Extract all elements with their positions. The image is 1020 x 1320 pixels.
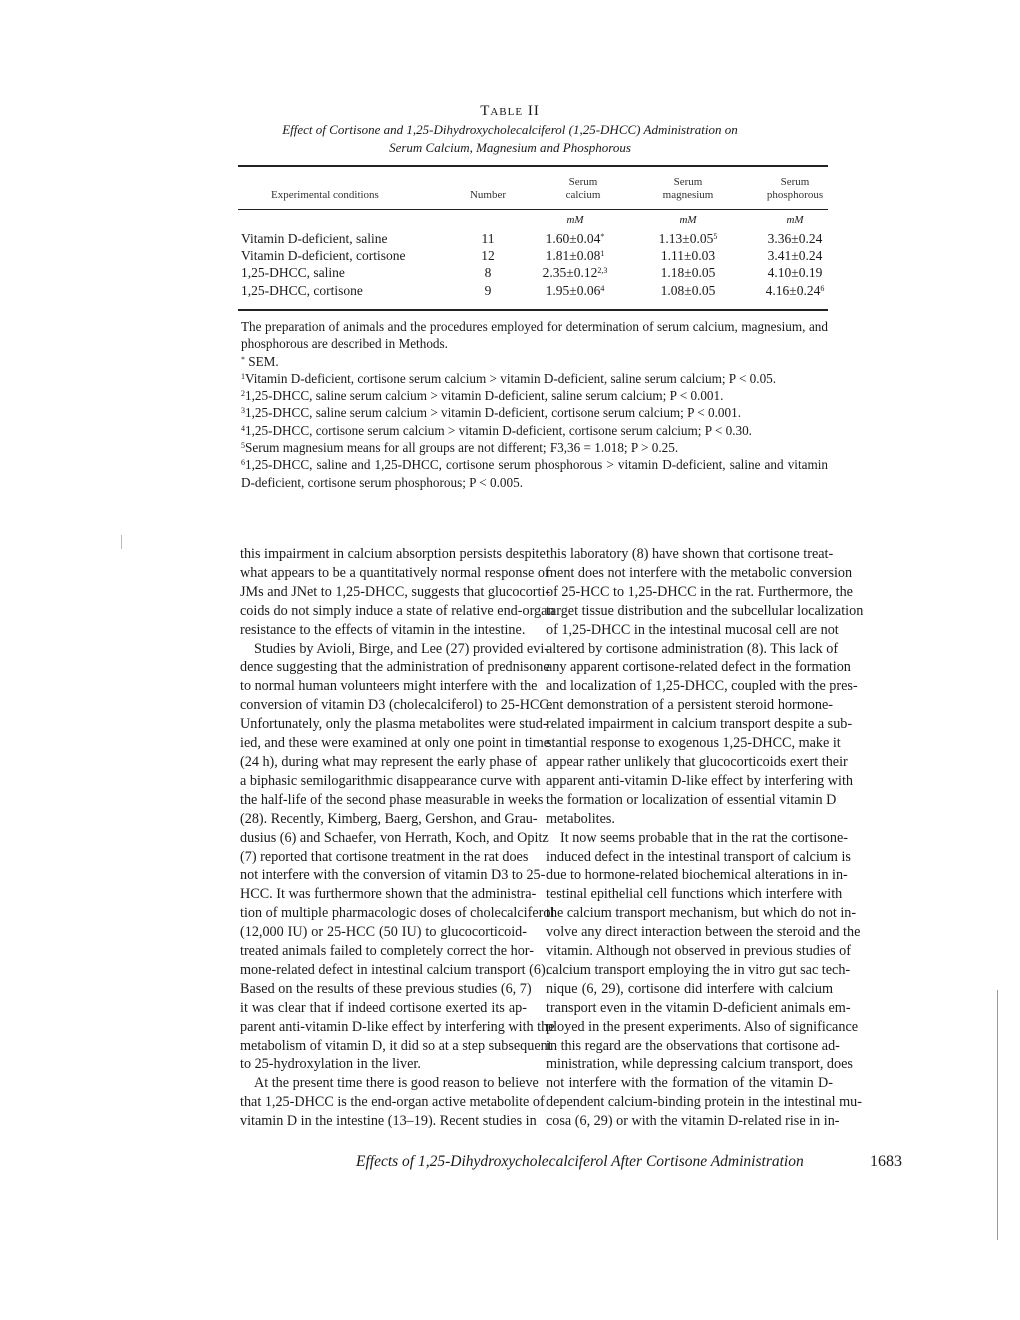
row-magnesium [661, 265, 716, 281]
text-line: vitamin. Although not observed in previous studies of [546, 943, 852, 960]
footnote-text: SEM. [245, 353, 279, 369]
header-magnesium-line1: Serum [673, 176, 703, 188]
text-line: apparent anti-vitamin D-like effect by interfering with [546, 772, 854, 789]
row-calcium [546, 231, 605, 247]
row-magnesium [661, 283, 716, 299]
text-line: tion of multiple pharmacologic doses of cholecalciferol [240, 905, 555, 922]
header-magnesium-line2: magnesium [662, 189, 714, 201]
row-condition: 1,25-DHCC, saline [241, 265, 345, 280]
text-line: any apparent cortisone-related defect in the formation [546, 659, 851, 676]
row-condition: Vitamin D-deficient, cortisone [241, 248, 406, 263]
footnote-text: Serum magnesium means for all groups are not different; F3,36 = 1.018; P > 0.25. [245, 440, 679, 456]
row-number: 11 [481, 231, 495, 246]
cell-footnote-mark: 1 [600, 249, 605, 258]
row-condition: Vitamin D-deficient, saline [241, 231, 388, 246]
footnote [241, 318, 828, 353]
text-line: the half-life of the second phase measurable in weeks [240, 791, 544, 808]
cell-value: 1.60±0.04 [545, 231, 601, 246]
unit-phosphorous: mM [786, 214, 804, 226]
footnote-mark: 6 [241, 458, 245, 468]
text-line: stantial response to exogenous 1,25-DHCC, make it [546, 735, 841, 752]
text-line: altered by cortisone administration (8). This lack of [546, 640, 839, 657]
footnote [241, 439, 828, 456]
row-phosphorous [766, 283, 825, 299]
page-number: 1683 [870, 1153, 902, 1170]
row-magnesium [661, 248, 715, 264]
table-top-rule [238, 165, 828, 167]
row-calcium [543, 265, 608, 281]
row-number: 8 [484, 265, 492, 280]
text-line: to 25-hydroxylation in the liver. [240, 1056, 421, 1073]
cell-value: 1.81±0.08 [545, 248, 601, 263]
text-line: metabolites. [546, 810, 615, 827]
cell-value: 3.36±0.24 [767, 231, 823, 246]
header-phosphorous-line2: phosphorous [766, 189, 824, 201]
header-phosphorous [767, 176, 823, 202]
cell-value: 4.10±0.19 [767, 265, 823, 280]
text-line: a biphasic semilogarithmic disappearance curve with [240, 772, 541, 789]
text-line: vitamin D in the intestine (13–19). Recent studies in [240, 1113, 537, 1130]
table-header-rule [238, 209, 828, 210]
text-line: ment does not interfere with the metabolic conversion [546, 564, 853, 581]
footnote-text: 1,25-DHCC, saline serum calcium > vitamin D-deficient, cortisone serum calcium; P < 0.001. [245, 405, 741, 421]
text-line: cosa (6, 29) or with the vitamin D-related rise in in- [546, 1113, 840, 1130]
row-number: 9 [484, 283, 492, 298]
footnote [241, 422, 828, 439]
text-line: of 25-HCC to 1,25-DHCC in the rat. Furthermore, the [546, 583, 853, 600]
text-line: the calcium transport mechanism, but which do not in- [546, 905, 857, 922]
text-line: induced defect in the intestinal transport of calcium is [546, 848, 851, 865]
text-line: Unfortunately, only the plasma metabolites were stud- [240, 716, 548, 733]
text-line: (28). Recently, Kimberg, Baerg, Gershon, and Grau- [240, 810, 538, 827]
body-left-column [240, 545, 555, 1131]
text-line: to normal human volunteers might interfere with the [240, 678, 538, 695]
cell-footnote-mark: 5 [713, 232, 718, 241]
text-line: volve any direct interaction between the steroid and the [546, 924, 861, 941]
header-phosphorous-line1: Serum [780, 176, 810, 188]
footnote-mark: * [241, 354, 245, 364]
header-number: Number [469, 189, 507, 201]
body-right-column [546, 545, 864, 1131]
cell-value: 1.13±0.05 [658, 231, 714, 246]
text-line: in this regard are the observations that cortisone ad- [546, 1037, 840, 1054]
footnote [241, 353, 828, 370]
text-line: It now seems probable that in the rat the cortisone- [560, 829, 848, 846]
text-line: ministration, while depressing calcium transport, does [546, 1056, 853, 1073]
text-line: (7) reported that cortisone treatment in the rat does [240, 848, 529, 865]
header-calcium [566, 176, 601, 202]
text-line: what appears to be a quantitatively normal response of [240, 564, 550, 581]
text-line: transport even in the vitamin D-deficient animals em- [546, 999, 851, 1016]
footnote-text: Vitamin D-deficient, cortisone serum calcium > vitamin D-deficient, saline serum calcium; P < 0.05. [245, 370, 777, 386]
row-phosphorous [768, 248, 823, 264]
text-line: metabolism of vitamin D, it did so at a step subsequent [240, 1037, 552, 1054]
footnote-text: 1,25-DHCC, saline serum calcium > vitamin D-deficient, saline serum calcium; P < 0.001. [245, 388, 724, 404]
text-line: parent anti-vitamin D-like effect by interfering with the [240, 1018, 555, 1035]
cell-value: 1.18±0.05 [660, 265, 716, 280]
text-line: the formation or localization of essential vitamin D [546, 791, 837, 808]
unit-magnesium: mM [679, 214, 697, 226]
text-line: Studies by Avioli, Birge, and Lee (27) provided evi- [254, 640, 549, 657]
text-line: conversion of vitamin D3 (cholecalciferol) to 25-HCC. [240, 697, 553, 714]
footnote-mark: 4 [241, 423, 245, 433]
table-caption-line2: Serum Calcium, Magnesium and Phosphorous [389, 140, 631, 155]
unit-calcium: mM [566, 214, 584, 226]
row-magnesium [659, 231, 718, 247]
text-line: testinal epithelial cell functions which interfere with [546, 886, 843, 903]
text-line: nique (6, 29), cortisone did interfere with calcium [546, 980, 833, 997]
footnote-mark: 2 [241, 389, 245, 399]
footnote [241, 387, 828, 404]
text-line: JMs and JNet to 1,25-DHCC, suggests that glucocorti- [240, 583, 551, 600]
cell-value: 4.16±0.24 [765, 283, 821, 298]
footnote-text: 1,25-DHCC, cortisone serum calcium > vitamin D-deficient, cortisone serum calcium; P < 0.30. [245, 422, 752, 438]
text-line: (24 h), during what may represent the early phase of [240, 753, 538, 770]
text-line: resistance to the effects of vitamin in the intestine. [240, 621, 526, 638]
text-line: mone-related defect in intestinal calcium transport (6). [240, 961, 550, 978]
footnote-mark: 3 [241, 406, 245, 416]
text-line: ied, and these were examined at only one point in time [240, 735, 551, 752]
header-calcium-line2: calcium [565, 189, 601, 201]
table-title: Table II [480, 103, 540, 119]
text-line: dence suggesting that the administration of prednisone [240, 659, 550, 676]
cell-footnote-mark: 6 [820, 284, 825, 293]
cell-value: 2.35±0.12 [542, 265, 598, 280]
text-line: At the present time there is good reason to believe [254, 1075, 539, 1092]
row-phosphorous [768, 231, 823, 247]
text-line: dependent calcium-binding protein in the intestinal mu- [546, 1094, 862, 1111]
text-line: treated animals failed to completely correct the hor- [240, 943, 534, 960]
footnote-mark: 5 [241, 441, 245, 451]
footnote [241, 456, 828, 491]
row-phosphorous [768, 265, 823, 281]
cell-footnote-mark: 4 [600, 284, 605, 293]
cell-value: 3.41±0.24 [767, 248, 823, 263]
scan-artifact-line [997, 990, 998, 1240]
running-title: Effects of 1,25-Dihydroxycholecalciferol After Cortisone Administration [356, 1153, 804, 1170]
row-number: 12 [481, 248, 495, 263]
header-conditions: Experimental conditions [271, 189, 379, 201]
footnote [241, 370, 828, 387]
cell-value: 1.08±0.05 [660, 283, 716, 298]
text-line: target tissue distribution and the subcellular localization [546, 602, 864, 619]
text-line: Based on the results of these previous studies (6, 7) [240, 980, 532, 997]
footnote [241, 404, 828, 421]
scan-artifact-mark [121, 535, 122, 549]
text-line: not interfere with the formation of the vitamin D- [546, 1075, 833, 1092]
cell-footnote-mark: 2,3 [597, 266, 608, 275]
footnote-text: 1,25-DHCC, saline and 1,25-DHCC, cortisone serum phosphorous > vitamin D-deficient, saline and vitamin D-deficient, cortisone serum phosphorous; P < 0.005. [241, 457, 828, 490]
text-line: appear rather unlikely that glucocorticoids exert their [546, 753, 848, 770]
text-line: this impairment in calcium absorption persists despite [240, 546, 546, 562]
footnote-text: The preparation of animals and the procedures employed for determination of serum calcium, magnesium, and phosphorous are described in Methods. [241, 319, 828, 352]
text-line: of 1,25-DHCC in the intestinal mucosal cell are not [546, 621, 839, 638]
text-line: not interfere with the conversion of vitamin D3 to 25- [240, 867, 546, 884]
cell-footnote-mark: * [600, 232, 605, 241]
cell-value: 1.11±0.03 [660, 248, 716, 263]
text-line: ployed in the present experiments. Also of significance [546, 1018, 859, 1035]
footnote-mark: 1 [241, 371, 245, 381]
text-line: and localization of 1,25-DHCC, coupled with the pres- [546, 678, 858, 695]
header-calcium-line1: Serum [568, 176, 598, 188]
text-line: coids do not simply induce a state of relative end-organ [240, 602, 555, 619]
row-calcium [546, 248, 605, 264]
text-line: dusius (6) and Schaefer, von Herrath, Koch, and Opitz [240, 829, 549, 846]
header-magnesium [663, 176, 714, 202]
table-caption-line1: Effect of Cortisone and 1,25-Dihydroxycholecalciferol (1,25-DHCC) Administration on [282, 122, 738, 137]
cell-value: 1.95±0.06 [545, 283, 601, 298]
text-line: calcium transport employing the in vitro gut sac tech- [546, 961, 851, 978]
table-bottom-rule [238, 309, 828, 311]
row-condition: 1,25-DHCC, cortisone [241, 283, 363, 298]
text-line: (12,000 IU) or 25-HCC (50 IU) to glucocorticoid- [240, 924, 527, 941]
table-footnotes [241, 318, 828, 491]
text-line: ent demonstration of a persistent steroid hormone- [546, 697, 833, 714]
text-line: due to hormone-related biochemical alterations in in- [546, 867, 848, 884]
text-line: it was clear that if indeed cortisone exerted its ap- [240, 999, 527, 1016]
row-calcium [546, 283, 605, 299]
text-line: related impairment in calcium transport despite a sub- [546, 716, 853, 733]
text-line: HCC. It was furthermore shown that the administra- [240, 886, 537, 903]
text-line: this laboratory (8) have shown that cortisone treat- [546, 546, 834, 562]
text-line: that 1,25-DHCC is the end-organ active metabolite of [240, 1094, 545, 1111]
